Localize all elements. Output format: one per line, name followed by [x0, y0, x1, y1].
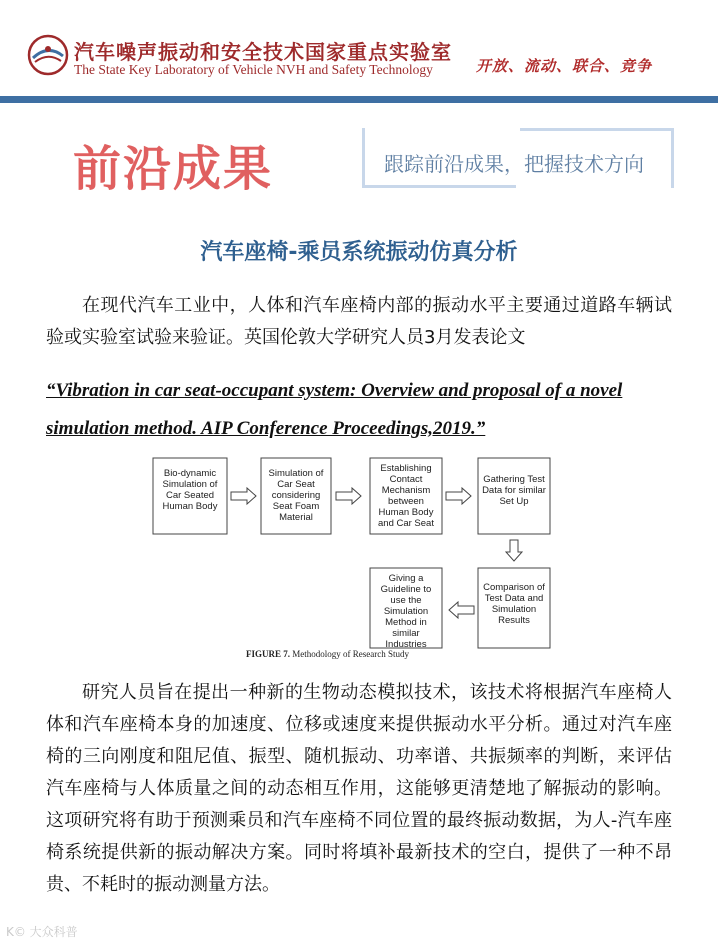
flow-box-label: Giving a Guideline to use the Simulation Method in similar Industries: [380, 573, 432, 648]
page-header: [0, 0, 718, 96]
lab-logo-icon: [27, 34, 69, 76]
flow-box-label: Bio-dynamic Simulation of Car Seated Human Body: [162, 468, 218, 512]
arrow-right-icon: [336, 488, 361, 504]
paper-citation: “Vibration in car seat-occupant system: Overview and proposal of a novel simulation method. AIP Conference Proceedings,2019.”: [46, 380, 623, 439]
methodology-figure: [145, 445, 573, 665]
watermark: K© 大众科普: [6, 925, 78, 939]
paragraph-body: 研究人员旨在提出一种新的生物动态模拟技术，该技术将根据汽车座椅人体和汽车座椅本身的加速度、位移或速度来提供振动水平分析。通过对汽车座椅的三向刚度和阻尼值、振型、随机振动、功率谱、共振频率的判断，来评估汽车座椅与人体质量之间的动态相互作用，这能够更清楚地了解振动的影响。这项研究将有助于预测乘员和汽车座椅不同位置的最终振动数据，为人-汽车座椅系统提供新的振动解决方案。同时将填补最新技术的空白，提供了一种不昂贵、不耗时的振动测量方法。: [46, 682, 672, 895]
lab-motto: 开放、流动、联合、竞争: [476, 57, 653, 75]
flow-box-label: Gathering Test Data for similar Set Up: [482, 474, 546, 507]
tagline-box: [362, 128, 674, 188]
paragraph-intro: 在现代汽车工业中，人体和汽车座椅内部的振动水平主要通过道路车辆试验或实验室试验来验证。英国伦敦大学研究人员3月发表论文: [46, 295, 672, 348]
flow-box-label: Comparison of Test Data and Simulation Results: [483, 582, 545, 626]
lab-name-en: The State Key Laboratory of Vehicle NVH and Safety Technology: [74, 62, 433, 77]
arrow-left-icon: [449, 602, 474, 618]
article-title: 汽车座椅-乘员系统振动仿真分析: [200, 240, 518, 265]
section-title: 前沿成果: [73, 141, 274, 197]
header-divider: [0, 96, 718, 103]
arrow-down-icon: [506, 540, 522, 561]
section-tagline: 跟踪前沿成果，把握技术方向: [384, 152, 644, 176]
flow-box-label: Simulation of Car Seat considering Seat Foam Material: [268, 468, 324, 523]
figure-caption-text: Methodology of Research Study: [292, 649, 409, 659]
arrow-right-icon: [446, 488, 471, 504]
figure-caption: [246, 649, 409, 659]
figure-caption-label: FIGURE 7.: [246, 649, 291, 659]
lab-name-cn: 汽车噪声振动和安全技术国家重点实验室: [74, 40, 452, 64]
arrow-right-icon: [231, 488, 256, 504]
flow-box-label: Establishing Contact Mechanism between Human Body and Car Seat: [378, 463, 434, 529]
